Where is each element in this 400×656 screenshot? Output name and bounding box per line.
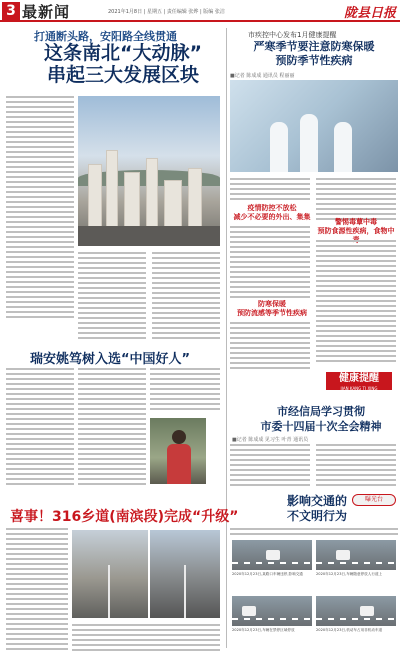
newspaper-logo: 陇县日报 bbox=[343, 6, 396, 21]
main-story-headline bbox=[28, 42, 218, 86]
main-story-kicker: 打通断头路，安阳路全线贯通 bbox=[34, 30, 177, 43]
economy-headline-line2: 市委十四届十次全会精神 bbox=[260, 420, 382, 433]
health-byline: ■记者 陈成成 通讯员 程丽丽 bbox=[230, 73, 295, 79]
health-tag: 健康提醒 bbox=[326, 372, 392, 390]
health-sub2: 警惕毒蕈中毒 预防食源性疾病，食物中 bbox=[317, 218, 395, 235]
main-story-body-col3 bbox=[152, 252, 220, 342]
traffic-photo-1 bbox=[232, 540, 312, 570]
health-photo bbox=[230, 80, 398, 172]
traffic-photo-3 bbox=[232, 596, 312, 626]
health-headline-line1: 严寒季节要注意防寒保暖 bbox=[253, 40, 375, 53]
economy-body-col1 bbox=[230, 444, 310, 489]
issue-meta: 2021年1月8日 | 星期五 | 责任编辑 张烨 | 版编 张洁 bbox=[108, 9, 225, 15]
traffic-headline-line2: 不文明行为 bbox=[286, 509, 347, 523]
health-sub1: 疫情防控不放松 减少不必要的外出、集集 bbox=[233, 204, 311, 221]
traffic-caption-3: 2020年12月23日,车辆在禁停区域停放 bbox=[232, 628, 295, 632]
traffic-intro bbox=[230, 528, 398, 538]
good-person-photo bbox=[150, 418, 206, 484]
health-body-col2b bbox=[316, 240, 396, 365]
traffic-photo-4 bbox=[316, 596, 396, 626]
good-person-body-col3 bbox=[150, 368, 220, 413]
main-story-photo bbox=[78, 96, 220, 246]
health-body-intro bbox=[230, 178, 310, 203]
road-story-caption-body bbox=[72, 624, 220, 654]
traffic-caption-2: 2020年12月23日,车辆随意停放人行道上 bbox=[316, 572, 383, 576]
health-headline bbox=[234, 40, 394, 68]
column-rule bbox=[226, 28, 227, 648]
road-photo-village bbox=[150, 530, 220, 618]
health-sub3: 防寒保暖 预防流感等季节性疾病 bbox=[237, 300, 307, 317]
main-headline-line1: 这条南北“大动脉” bbox=[44, 42, 202, 64]
economy-body-col2 bbox=[316, 444, 396, 489]
traffic-caption-1: 2020年12月23日,某路口车辆违停,影响交通 bbox=[232, 572, 303, 576]
good-person-headline: 瑞安姚笃树入选“中国好人” bbox=[30, 352, 191, 367]
health-body-col2 bbox=[316, 178, 396, 223]
health-body-col1 bbox=[230, 226, 310, 301]
good-person-body-col2 bbox=[78, 368, 146, 488]
economy-byline: ■记者 陈成成 见习生 叶青 通讯员 bbox=[232, 437, 309, 443]
health-headline-line2: 预防季节性疾病 bbox=[275, 54, 353, 67]
exposure-badge: 曝光台 bbox=[352, 494, 396, 506]
masthead bbox=[0, 0, 400, 22]
traffic-caption-4: 2020年12月23日,机动车占用非机动车道 bbox=[316, 628, 383, 632]
road-story-headline: 喜事！316乡道(南滨段)完成“升级” bbox=[10, 509, 239, 525]
economy-headline bbox=[246, 404, 396, 434]
health-kicker: 市疾控中心发布1月健康提醒 bbox=[248, 31, 337, 39]
road-story-body bbox=[6, 528, 68, 653]
health-body-col1b bbox=[230, 322, 310, 372]
health-tag-sub: JIAN KANG TI XING bbox=[340, 386, 378, 391]
traffic-headline-line1: 影响交通的 bbox=[286, 494, 347, 508]
page-number: 3 bbox=[2, 2, 20, 20]
good-person-body-col1 bbox=[6, 368, 74, 488]
main-headline-line2: 串起三大发展区块 bbox=[46, 64, 199, 86]
main-story-body-col1 bbox=[6, 96, 74, 321]
road-photo-street bbox=[72, 530, 148, 618]
section-title: 最新闻 bbox=[22, 3, 71, 21]
economy-headline-line1: 市经信局学习贯彻 bbox=[277, 405, 365, 418]
traffic-photo-2 bbox=[316, 540, 396, 570]
main-story-body-col2 bbox=[78, 252, 146, 342]
